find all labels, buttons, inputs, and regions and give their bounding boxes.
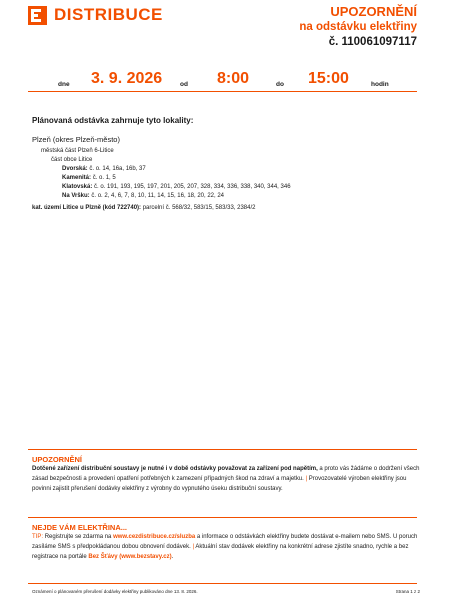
street-item: Dvorská: č. o. 14, 16a, 16b, 37 [62,166,146,172]
bez-stavy-link[interactable]: (www.bezstavy.cz) [119,554,172,560]
brand-name: DISTRIBUCE [54,5,163,24]
street-item: Na Vršku: č. o. 2, 4, 6, 7, 8, 10, 11, 14, 15, 16, 18, 20, 22, 24 [62,193,225,199]
safety-notice-title: UPOZORNĚNÍ [32,455,83,464]
date-label: dne [58,81,70,88]
locations [32,116,420,213]
notice-header [299,4,417,50]
safety-notice-text: Dotčené zařízení distribuční soustavy je nutné i v době odstávky považovat za zařízení pod napětím, a proto vás žádáme o dodržení všech zásad bezpečnosti a provedení opatření potřebných k zamezení případných škod na zdraví a majetku. | Provozovatelé výroben elektřiny jsou povinni zajistit přerušení dodávky elektřiny z výrobny do vypnutého úseku distribuční soustavy. [32,466,420,492]
divider [28,449,417,450]
page-footer [32,589,420,594]
page-number: Strana 1 z 2 [395,589,420,594]
outage-start: 8:00 [217,70,250,87]
street-item: Kamenitá: č. o. 1, 5 [62,175,116,181]
tip-title: NEJDE VÁM ELEKTŘINA... [32,523,128,532]
outage-date: 3. 9. 2026 [91,70,163,87]
notice-number: č. 110061097117 [328,36,417,48]
cez-logo-icon [28,6,47,25]
cez-service-link[interactable]: www.cezdistribuce.cz/sluzba [113,534,196,540]
brand-logo [28,5,163,25]
schedule-row [28,70,417,90]
divider [28,583,417,584]
locations-intro: Plánovaná odstávka zahrnuje tyto lokality: [32,116,194,125]
divider [28,517,417,518]
street-item: Klatovská: č. o. 191, 193, 195, 197, 201, 205, 207, 328, 334, 336, 338, 340, 344, 346 [62,184,291,190]
outage-end: 15:00 [308,70,349,87]
divider [28,91,417,92]
publication-note: Oznámení o plánovaném přerušení dodávky elektřiny publikováno dne 13. 8. 2026. [32,589,198,594]
notice-title: UPOZORNĚNÍ [330,4,417,19]
safety-notice [32,455,420,494]
to-label: do [276,81,284,88]
unit-label: hodin [371,81,389,88]
tip-text: TIP: Registrujte se zdarma na www.cezdistribuce.cz/sluzba a informace o odstávkách elektřiny budete dostávat e-mailem nebo SMS. U poruch zasíláme SMS s předpokládanou dobou obnovení dodávek. | Aktuální stav dodávek elektřiny na konkrétní adrese zjistíte snadno, rychle a bez registrace na portále Bez Šťávy (www.bezstavy.cz). [32,534,418,560]
district: městská část Plzeň 6-Litice [41,148,114,154]
municipality-part: část obce Litice [51,157,93,163]
bez-stavy-brand: Bez Šťávy [88,554,118,560]
cadastral-area: kat. území Litice u Plzně (kód 722740): parcelní č. 568/32, 583/15, 583/33, 2384/2 [32,205,256,211]
tip-section [32,523,420,562]
notice-subtitle: na odstávku elektřiny [299,21,417,33]
from-label: od [180,81,188,88]
city: Plzeň (okres Plzeň-město) [32,135,120,144]
